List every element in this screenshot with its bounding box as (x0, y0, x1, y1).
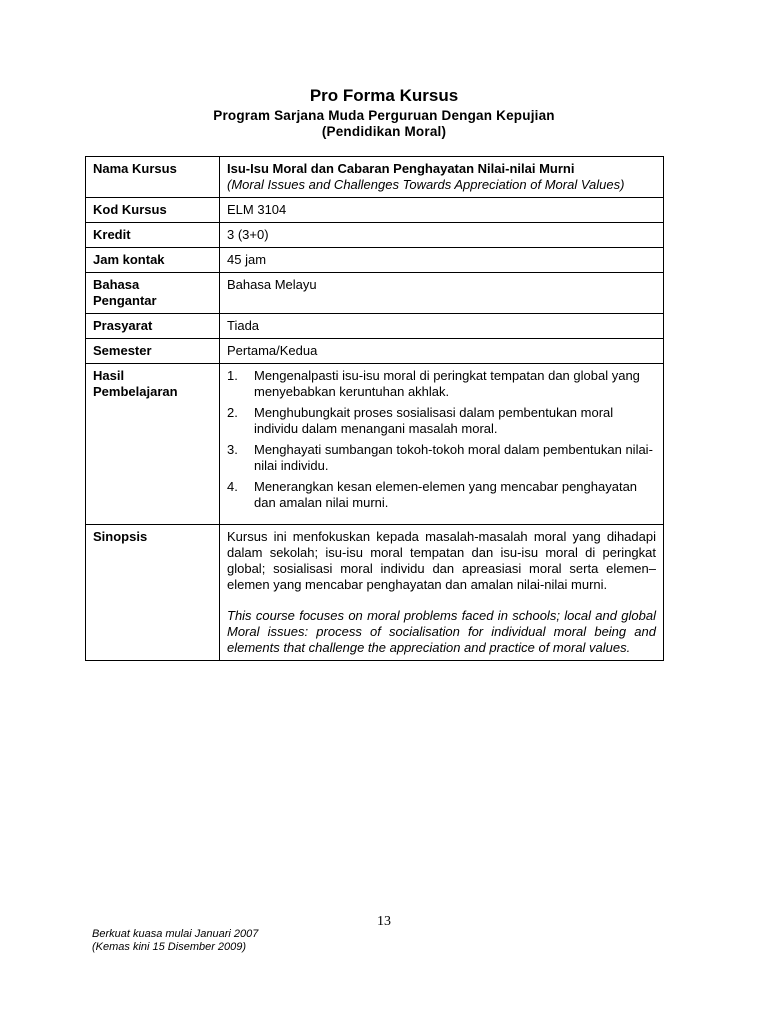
row-semester (86, 339, 664, 364)
course-proforma-table (85, 156, 664, 661)
footer-effective-date: Berkuat kuasa mulai Januari 2007 (92, 928, 259, 940)
value-jam-kontak: 45 jam (220, 248, 664, 273)
course-name-en: (Moral Issues and Challenges Towards Appreciation of Moral Values) (227, 177, 625, 192)
outcome-number: 3. (227, 442, 238, 457)
learning-outcome-item (227, 479, 656, 511)
row-kredit (86, 223, 664, 248)
row-nama-kursus (86, 157, 664, 198)
outcome-number: 2. (227, 405, 238, 420)
value-semester: Pertama/Kedua (220, 339, 664, 364)
outcome-number: 4. (227, 479, 238, 494)
row-prasyarat (86, 314, 664, 339)
learning-outcome-item (227, 405, 656, 437)
row-sinopsis (86, 525, 664, 661)
label-bahasa-line1: Bahasa (93, 277, 140, 292)
synopsis-bm: Kursus ini menfokuskan kepada masalah-masalah moral yang dihadapi dalam sekolah; isu-isu moral tempatan dan isu-isu moral di peringkat global; sosialisasi moral individu dan apreasiasi moral serta elemen–elemen yang mencabar penghayatan dan amalan nilai-nilai murni. (227, 529, 656, 592)
outcome-text: Mengenalpasti isu-isu moral di peringkat tempatan dan global yang menyebabkan keruntuhan akhlak. (254, 368, 640, 399)
value-kredit: 3 (3+0) (220, 223, 664, 248)
value-bahasa-pengantar: Bahasa Melayu (220, 273, 664, 314)
label-bahasa-pengantar (86, 273, 220, 314)
footer-updated-date: (Kemas kini 15 Disember 2009) (92, 941, 247, 953)
outcome-number: 1. (227, 368, 238, 383)
label-jam-kontak: Jam kontak (86, 248, 220, 273)
label-hasil-line2: Pembelajaran (93, 384, 178, 399)
outcome-text: Menghayati sumbangan tokoh-tokoh moral dalam pembentukan nilai-nilai individu. (254, 442, 653, 473)
program-specialisation: (Pendidikan Moral) (321, 124, 447, 139)
label-nama-kursus: Nama Kursus (86, 157, 220, 198)
label-hasil-line1: Hasil (93, 368, 125, 383)
value-prasyarat: Tiada (220, 314, 664, 339)
outcome-text: Menghubungkait proses sosialisasi dalam pembentukan moral individu dalam menangani masalah moral. (254, 405, 614, 436)
outcome-text: Menerangkan kesan elemen-elemen yang mencabar penghayatan dan amalan nilai murni. (254, 479, 638, 510)
document-title: Pro Forma Kursus (309, 86, 459, 105)
row-kod-kursus (86, 198, 664, 223)
label-kredit: Kredit (86, 223, 220, 248)
row-hasil-pembelajaran (86, 364, 664, 525)
learning-outcome-item (227, 442, 656, 474)
value-hasil-pembelajaran (220, 364, 664, 525)
label-hasil-pembelajaran (86, 364, 220, 525)
synopsis-en: This course focuses on moral problems faced in schools; local and global Moral issues: process of socialisation for individual moral being and elements that challenge the appreciation and practice of moral values. (227, 608, 656, 655)
label-semester: Semester (86, 339, 220, 364)
program-subtitle: Program Sarjana Muda Perguruan Dengan Kepujian (213, 108, 555, 123)
page-number: 13 (377, 914, 391, 929)
row-jam-kontak (86, 248, 664, 273)
course-name-bm: Isu-Isu Moral dan Cabaran Penghayatan Nilai-nilai Murni (227, 161, 575, 176)
value-nama-kursus (220, 157, 664, 198)
label-prasyarat: Prasyarat (86, 314, 220, 339)
value-sinopsis (220, 525, 664, 661)
learning-outcome-item (227, 368, 656, 400)
footer-note (92, 928, 258, 954)
label-kod-kursus: Kod Kursus (86, 198, 220, 223)
value-kod-kursus: ELM 3104 (220, 198, 664, 223)
label-bahasa-line2: Pengantar (93, 293, 157, 308)
label-sinopsis: Sinopsis (86, 525, 220, 661)
learning-outcomes-list (227, 368, 656, 511)
row-bahasa-pengantar (86, 273, 664, 314)
